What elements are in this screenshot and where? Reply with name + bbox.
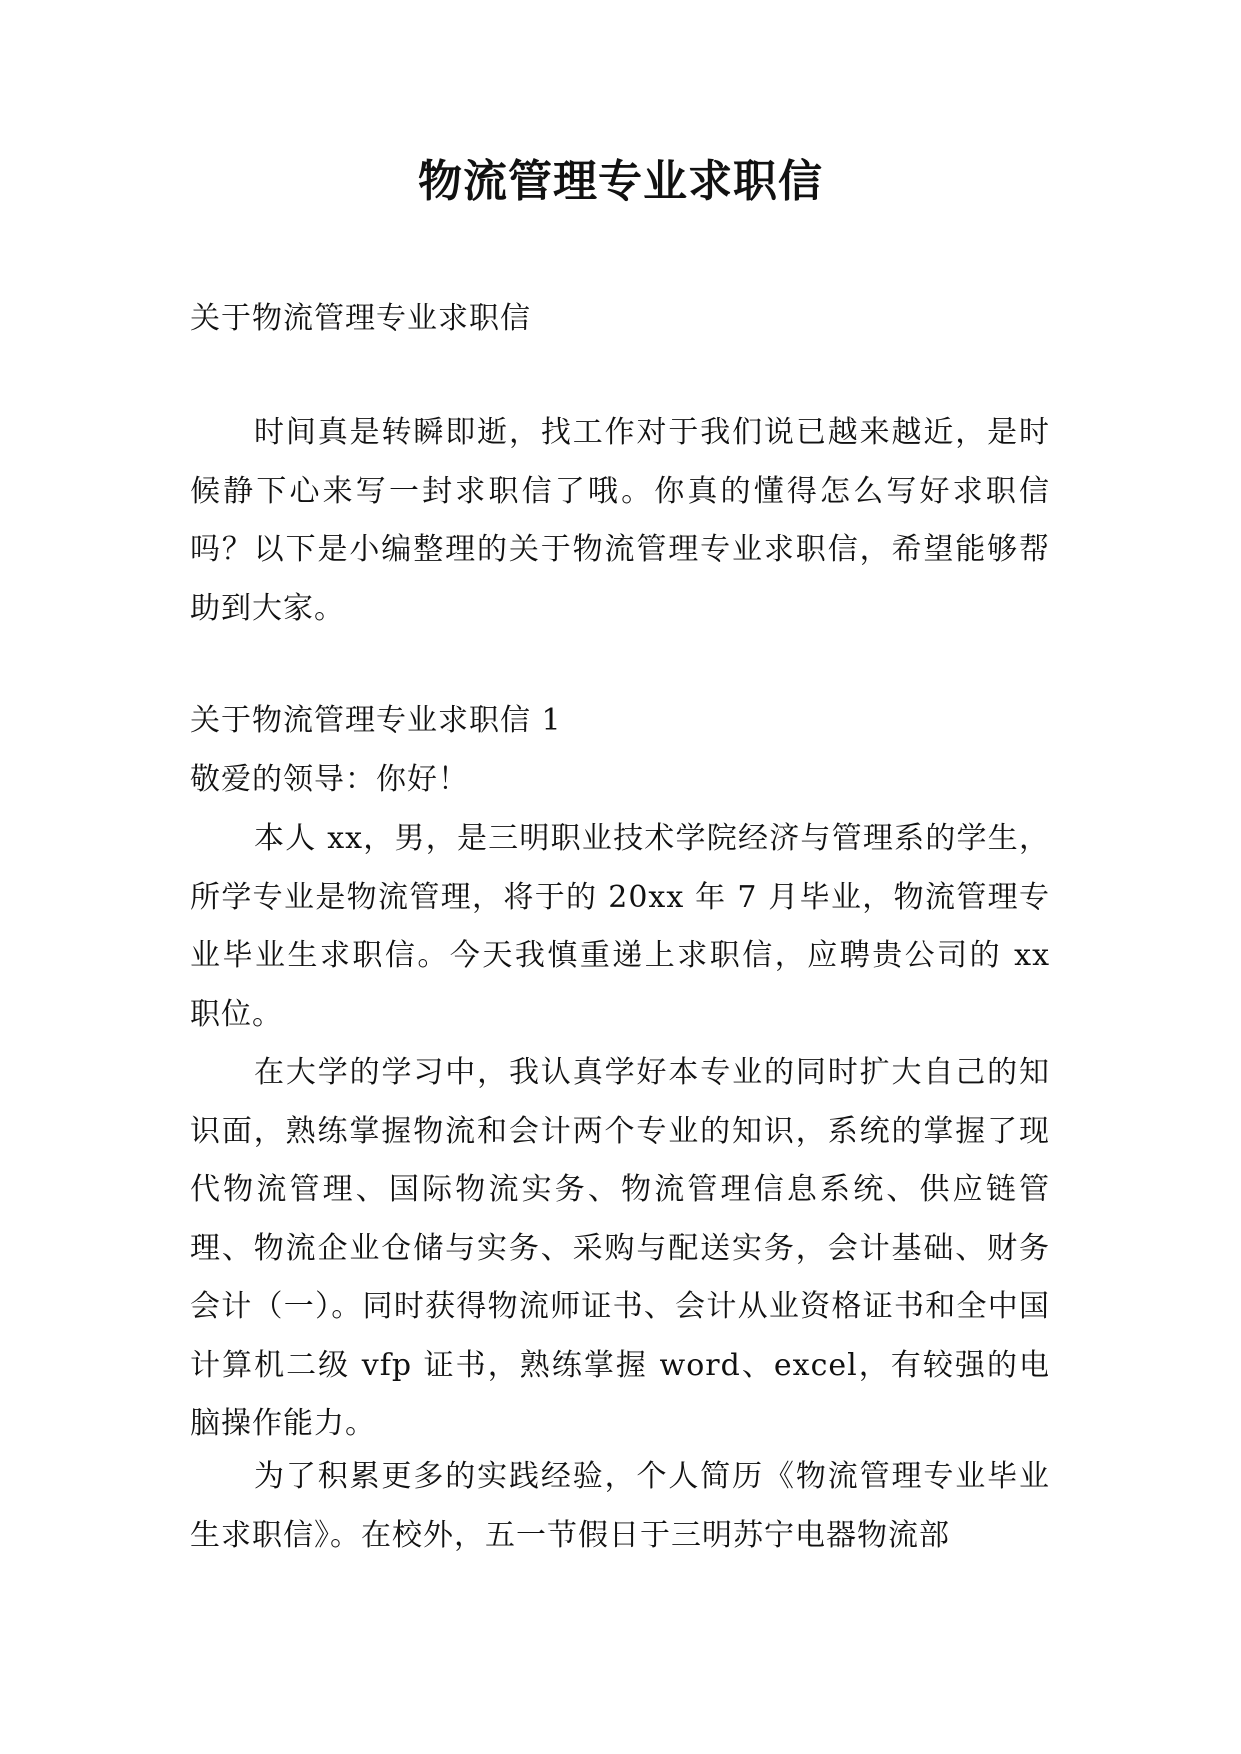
document-subtitle: 关于物流管理专业求职信 bbox=[190, 301, 531, 336]
body-paragraph: 本人 xx，男，是三明职业技术学院经济与管理系的学生，所学专业是物流管理，将于的 20xx 年 7 月毕业，物流管理专业毕业生求职信。今天我慎重递上求职信，应聘贵公司的 xx 职位。 bbox=[190, 821, 1050, 1032]
intro-paragraph: 时间真是转瞬即逝，找工作对于我们说已越来越近，是时候静下心来写一封求职信了哦。你真的懂得怎么写好求职信吗？以下是小编整理的关于物流管理专业求职信，希望能够帮助到大家。 bbox=[190, 415, 1050, 626]
salutation: 敬爱的领导：你好！ bbox=[190, 762, 469, 797]
body-paragraph: 为了积累更多的实践经验，个人简历《物流管理专业毕业生求职信》。在校外，五一节假日于三明苏宁电器物流部 bbox=[190, 1459, 1050, 1553]
document-title: 物流管理专业求职信 bbox=[418, 156, 823, 207]
section-heading: 关于物流管理专业求职信 1 bbox=[190, 703, 562, 738]
body-paragraph: 在大学的学习中，我认真学好本专业的同时扩大自己的知识面，熟练掌握物流和会计两个专业的知识，系统的掌握了现代物流管理、国际物流实务、物流管理信息系统、供应链管理、物流企业仓储与实务、采购与配送实务，会计基础、财务会计（一）。同时获得物流师证书、会计从业资格证书和全中国计算机二级 vfp 证书，熟练掌握 word、excel，有较强的电脑操作能力。 bbox=[190, 1055, 1050, 1441]
